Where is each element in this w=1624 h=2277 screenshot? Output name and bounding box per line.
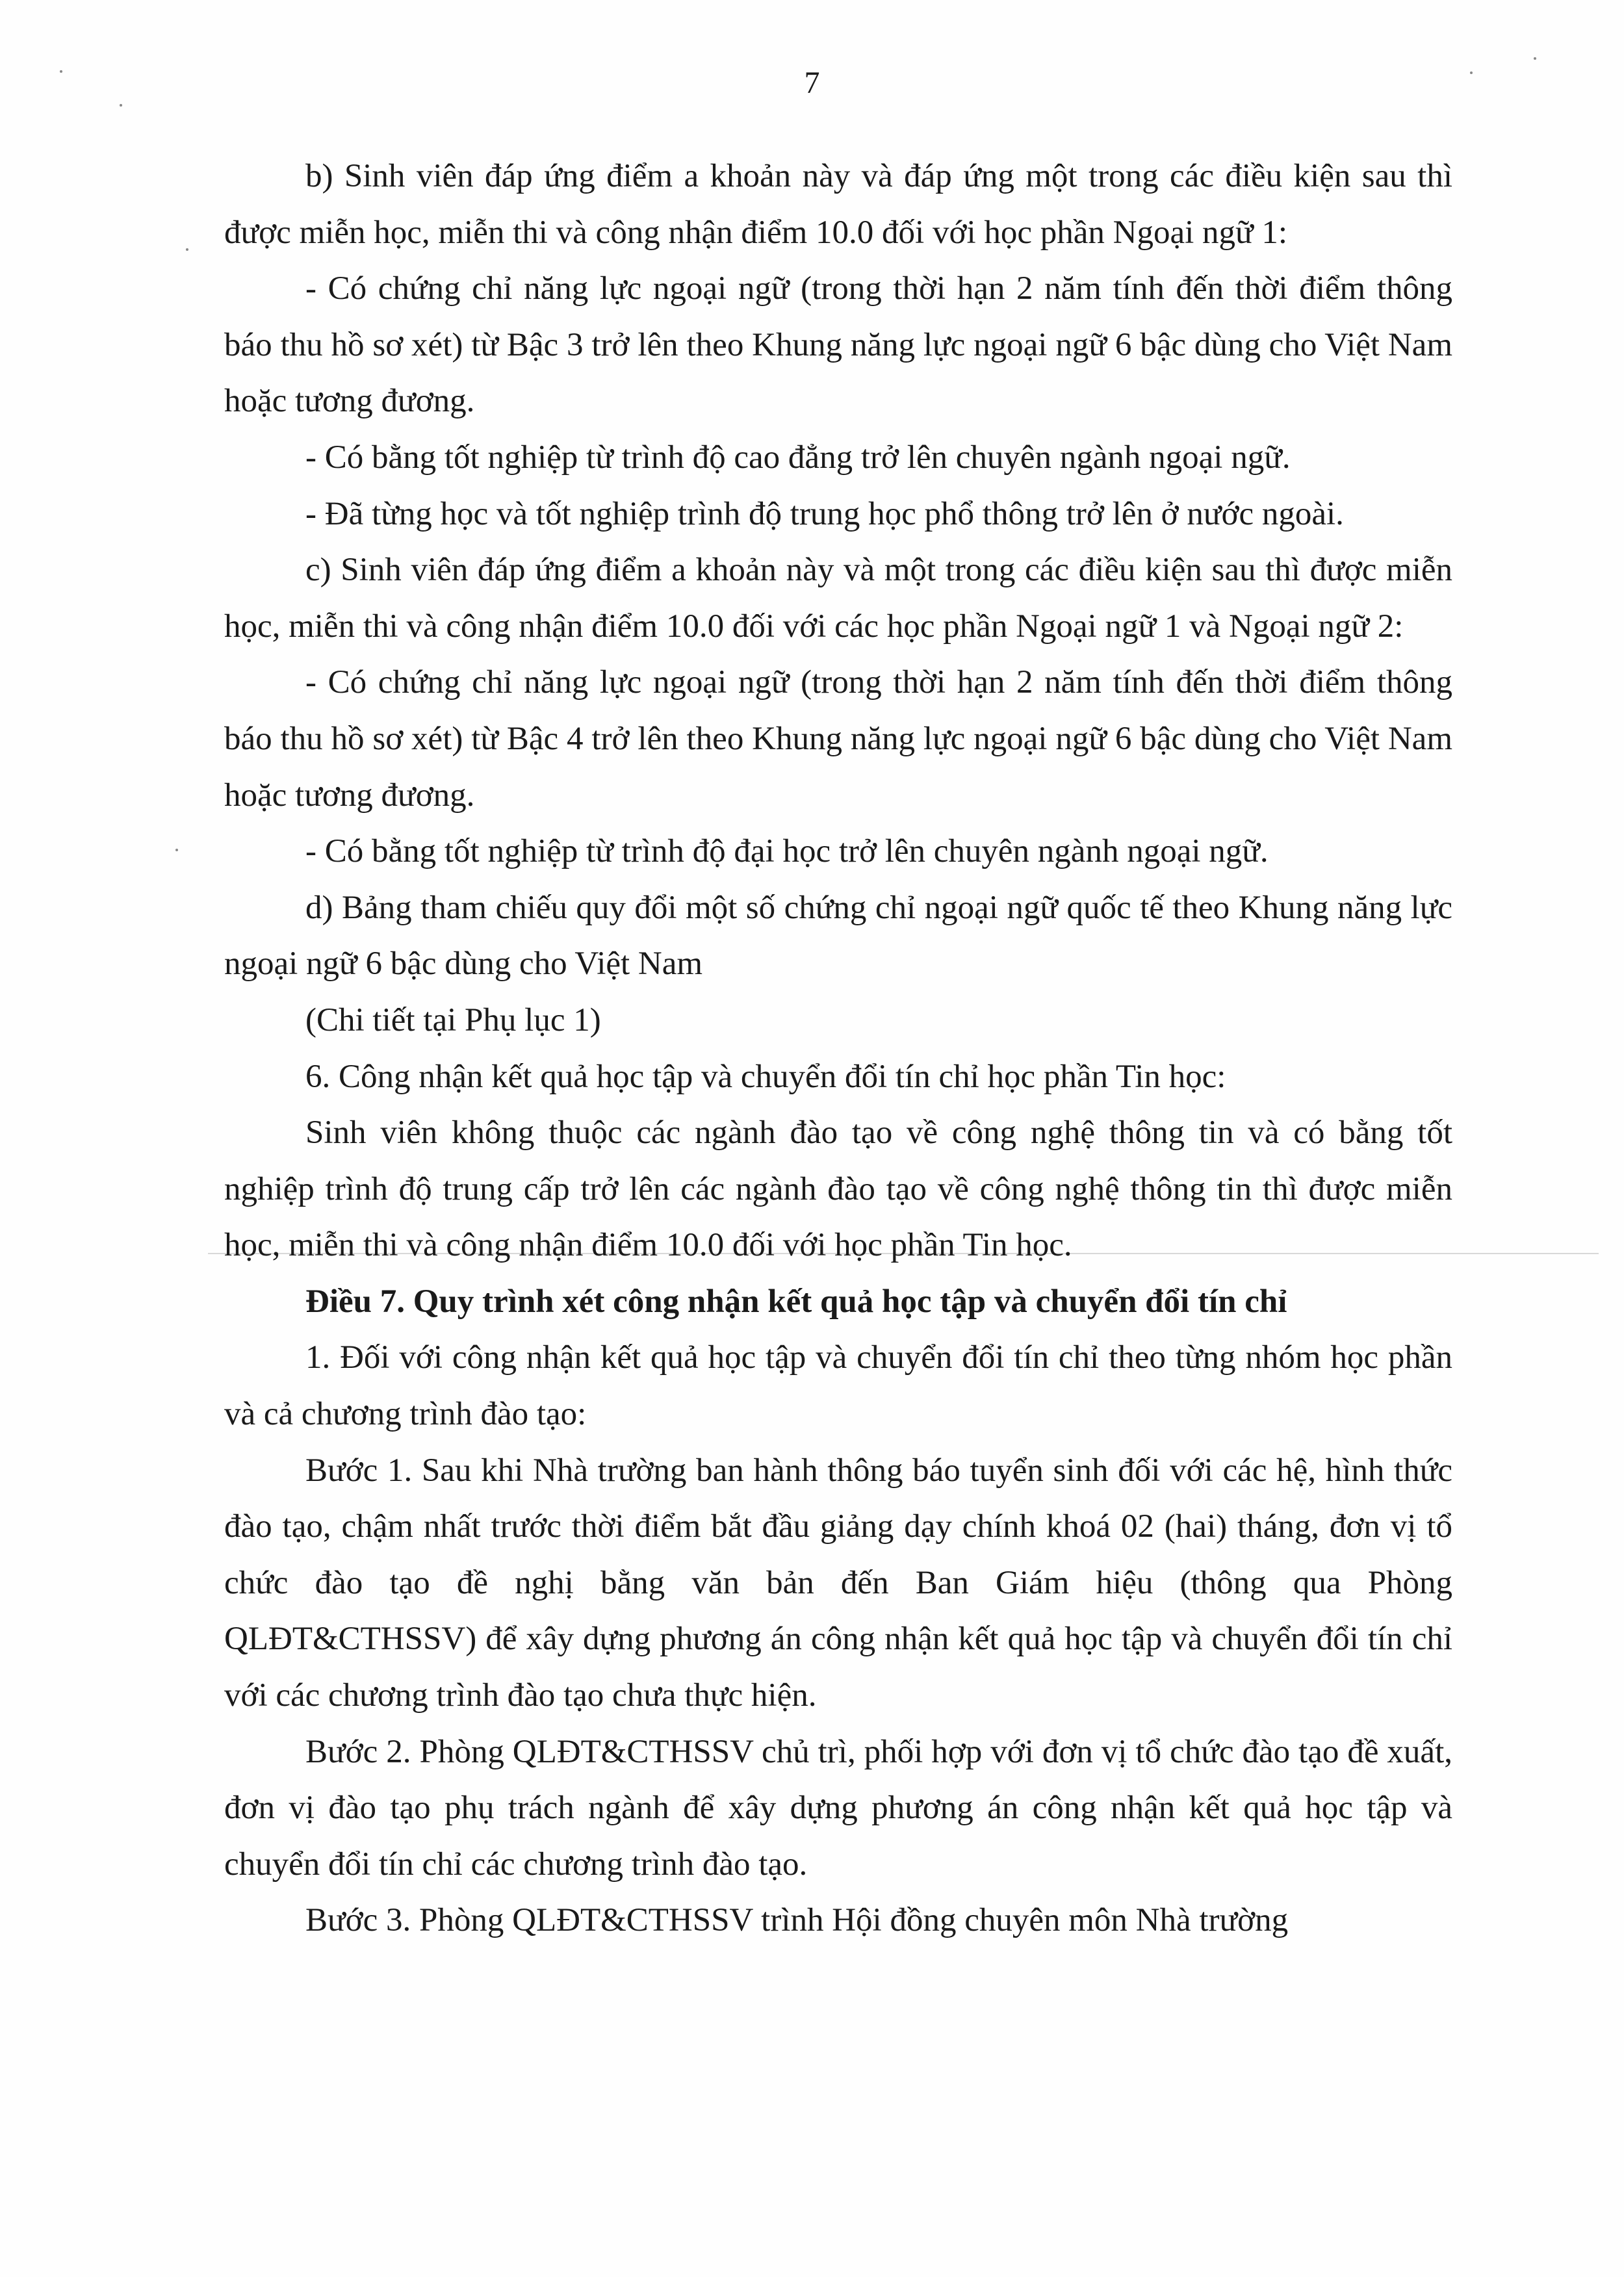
scan-speck <box>1470 71 1473 74</box>
paragraph-step-3: Bước 3. Phòng QLĐT&CTHSSV trình Hội đồng chuyên môn Nhà trường <box>305 1902 1289 1939</box>
scan-speck <box>60 70 62 73</box>
paragraph-step-1: Bước 1. Sau khi Nhà trường ban hành thông báo tuyển sinh đối với các hệ, hình thức đào tạo, chậm nhất trước thời điểm bắt đầu giảng dạy chính khoá 02 (hai) tháng, đơn vị tổ chức đào tạo đề nghị bằng văn bản đến Ban Giám hiệu (thông qua Phòng QLĐT&CTHSSV) để xây dựng phương án công nhận kết quả học tập và chuyển đổi tín chỉ với các chương trình đào tạo chưa thực hiện. <box>224 1452 1452 1714</box>
article-7-heading: Điều 7. Quy trình xét công nhận kết quả học tập và chuyển đổi tín chỉ <box>305 1283 1287 1320</box>
paragraph-step-2: Bước 2. Phòng QLĐT&CTHSSV chủ trì, phối hợp với đơn vị tổ chức đào tạo đề xuất, đơn vị đào tạo phụ trách ngành để xây dựng phương án công nhận kết quả học tập và chuyển đổi tín chỉ các chương trình đào tạo. <box>224 1733 1452 1883</box>
paragraph-5c: c) Sinh viên đáp ứng điểm a khoản này và một trong các điều kiện sau thì được miễn học, miễn thi và công nhận điểm 10.0 đối với các học phần Ngoại ngữ 1 và Ngoại ngữ 2: <box>224 552 1452 645</box>
page-number: 7 <box>804 66 820 100</box>
scan-speck <box>1534 57 1536 60</box>
paragraph-5b-item-2: - Có bằng tốt nghiệp từ trình độ cao đẳng trở lên chuyên ngành ngoại ngữ. <box>305 439 1291 476</box>
paragraph-5d: d) Bảng tham chiếu quy đổi một số chứng chỉ ngoại ngữ quốc tế theo Khung năng lực ngoại ngữ 6 bậc dùng cho Việt Nam <box>224 889 1452 983</box>
paragraph-6-heading: 6. Công nhận kết quả học tập và chuyển đổi tín chỉ học phần Tin học: <box>305 1058 1226 1095</box>
paragraph-5b: b) Sinh viên đáp ứng điểm a khoản này và đáp ứng một trong các điều kiện sau thì được miễn học, miễn thi và công nhận điểm 10.0 đối với học phần Ngoại ngữ 1: <box>224 158 1452 251</box>
paragraph-5c-item-1: - Có chứng chỉ năng lực ngoại ngữ (trong thời hạn 2 năm tính đến thời điểm thông báo thu hồ sơ xét) từ Bậc 4 trở lên theo Khung năng lực ngoại ngữ 6 bậc dùng cho Việt Nam hoặc tương đương. <box>224 664 1452 814</box>
scan-speck <box>120 104 122 107</box>
paragraph-5d-note: (Chi tiết tại Phụ lục 1) <box>305 1001 601 1038</box>
paragraph-7-1: 1. Đối với công nhận kết quả học tập và chuyển đổi tín chỉ theo từng nhóm học phần và cả chương trình đào tạo: <box>224 1339 1452 1433</box>
paragraph-6-body: Sinh viên không thuộc các ngành đào tạo về công nghệ thông tin và có bằng tốt nghiệp trình độ trung cấp trở lên các ngành đào tạo về công nghệ thông tin thì được miễn học, miễn thi và công nhận điểm 10.0 đối với học phần Tin học. <box>224 1114 1452 1264</box>
document-body <box>224 148 1452 1949</box>
scan-speck <box>186 248 188 251</box>
paragraph-5b-item-3: - Đã từng học và tốt nghiệp trình độ trung học phổ thông trở lên ở nước ngoài. <box>305 495 1344 532</box>
paragraph-5b-item-1: - Có chứng chỉ năng lực ngoại ngữ (trong thời hạn 2 năm tính đến thời điểm thông báo thu hồ sơ xét) từ Bậc 3 trở lên theo Khung năng lực ngoại ngữ 6 bậc dùng cho Việt Nam hoặc tương đương. <box>224 270 1452 420</box>
paragraph-5c-item-2: - Có bằng tốt nghiệp từ trình độ đại học trở lên chuyên ngành ngoại ngữ. <box>305 833 1269 870</box>
scan-speck <box>175 849 178 851</box>
